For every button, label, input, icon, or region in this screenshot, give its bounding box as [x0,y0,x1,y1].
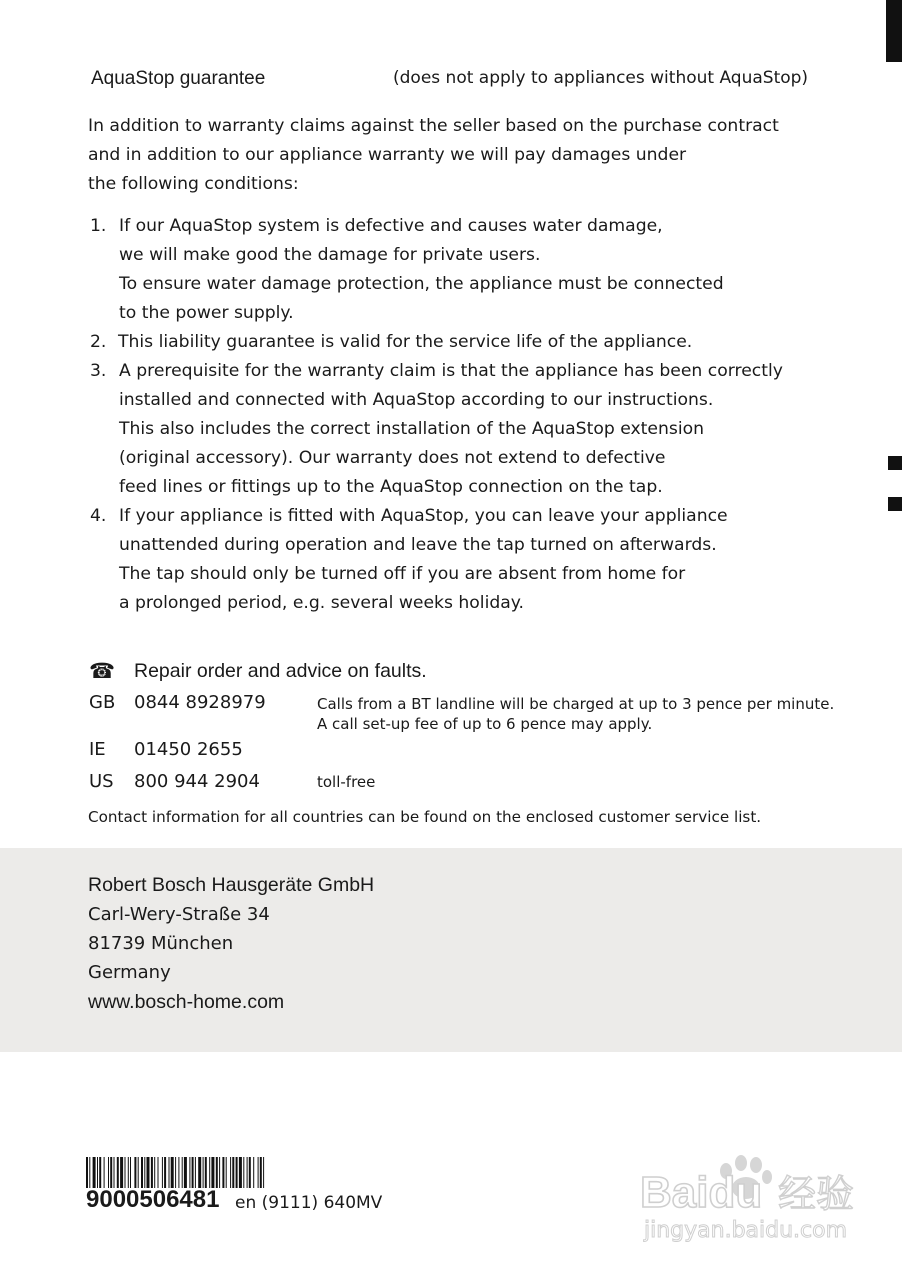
barcode-bar [110,1157,112,1188]
barcode-bar [178,1157,179,1188]
list-line: installed and connected with AquaStop according to our instructions. [119,390,714,410]
barcode-bar [239,1157,242,1188]
list-line: a prolonged period, e.g. several weeks holiday. [119,593,524,613]
intro-line: In addition to warranty claims against the seller based on the purchase contract [88,116,779,136]
barcode-bar [230,1157,231,1188]
phone-number: 0844 8928979 [134,692,266,713]
side-tab-marker [888,456,902,470]
watermark-cn: 经验 [778,1172,855,1216]
barcode-bar [162,1157,163,1188]
company-name: Robert Bosch Hausgeräte GmbH [88,874,375,896]
barcode-bar [219,1157,220,1188]
product-code: 9000506481 [86,1186,220,1213]
barcode-bar [89,1157,90,1188]
repair-title: Repair order and advice on faults. [134,660,427,682]
barcode-bar [209,1157,210,1188]
barcode-bar [258,1157,259,1188]
call-note-line: Calls from a BT landline will be charged at up to 3 pence per minute. [317,695,835,713]
barcode-bar [169,1157,170,1188]
barcode-bar [86,1157,88,1188]
call-note-line: A call set-up fee of up to 6 pence may apply. [317,715,653,733]
barcode-bar [171,1157,174,1188]
barcode-bar [164,1157,166,1188]
barcode-bar [154,1157,155,1188]
phone-number: 800 944 2904 [134,771,260,792]
country-code: GB [89,692,116,713]
list-number: 3. [90,361,107,381]
address-street: Carl-Wery-Straße 34 [88,904,270,925]
barcode-bar [263,1157,264,1188]
barcode-bar [128,1157,129,1188]
watermark-url: jingyan.baidu.com [644,1218,848,1243]
barcode-bar [93,1157,96,1188]
barcode-bar [175,1157,176,1188]
intro-paragraph [88,112,868,199]
address-country: Germany [88,962,171,983]
barcode-bar [226,1157,227,1188]
list-line: To ensure water damage protection, the appliance must be connected [119,274,724,294]
barcode-bar [99,1157,101,1188]
barcode-bar [151,1157,153,1188]
side-tab-marker [886,0,902,62]
list-line: This liability guarantee is valid for the service life of the appliance. [118,332,693,352]
barcode-bar [117,1157,119,1188]
barcode-bar [182,1157,183,1188]
barcode-bar [104,1157,105,1188]
list-line: feed lines or fittings up to the AquaStop connection on the tap. [119,477,663,497]
intro-line: and in addition to our appliance warranty we will pay damages under [88,145,687,165]
watermark-brand: Baidu [640,1168,763,1217]
list-item [90,212,783,328]
list-line: If our AquaStop system is defective and causes water damage, [119,216,663,236]
document-id: en (9111) 640MV [235,1193,383,1213]
contact-info-note: Contact information for all countries can be found on the enclosed customer service list. [88,808,762,826]
list-line: we will make good the damage for private users. [119,245,541,265]
barcode-bar [189,1157,190,1188]
barcode-bar [147,1157,150,1188]
telephone-icon: ☎ [89,659,116,683]
phone-number: 01450 2655 [134,739,243,760]
barcode [86,1157,362,1188]
section-title: AquaStop guarantee [91,68,266,89]
list-item [90,502,783,618]
conditions-list [90,212,783,618]
country-code: US [89,771,114,792]
address-city: 81739 München [88,933,234,954]
list-line: unattended during operation and leave the tap turned on afterwards. [119,535,717,555]
baidu-watermark [638,1145,898,1250]
side-tab-marker [888,497,902,511]
call-note [317,694,834,734]
barcode-bar [144,1157,145,1188]
barcode-bar [247,1157,248,1188]
barcode-bar [192,1157,194,1188]
barcode-bar [198,1157,201,1188]
barcode-bar [236,1157,238,1188]
barcode-bar [243,1157,244,1188]
barcode-bar [203,1157,204,1188]
country-code: IE [89,739,106,760]
list-line: This also includes the correct installation of the AquaStop extension [119,419,705,439]
barcode-bar [205,1157,207,1188]
intro-line: the following conditions: [88,174,299,194]
barcode-bar [114,1157,115,1188]
list-number: 2. [90,332,107,352]
list-line: The tap should only be turned off if you are absent from home for [119,564,686,584]
list-number: 1. [90,216,107,236]
website-link[interactable]: www.bosch-home.com [88,991,285,1013]
barcode-bar [232,1157,234,1188]
barcode-bar [158,1157,159,1188]
list-line: (original accessory). Our warranty does not extend to defective [119,448,666,468]
list-item [90,328,783,357]
barcode-bar [134,1157,136,1188]
call-note [317,772,375,792]
barcode-bar [216,1157,218,1188]
barcode-bar [141,1157,143,1188]
barcode-bar [253,1157,254,1188]
barcode-bar [249,1157,251,1188]
barcode-bar [222,1157,224,1188]
list-number: 4. [90,506,107,526]
list-line: A prerequisite for the warranty claim is that the appliance has been correctly [119,361,783,381]
barcode-bar [108,1157,109,1188]
barcode-bar [97,1157,98,1188]
barcode-bar [260,1157,262,1188]
barcode-bar [125,1157,126,1188]
barcode-bar [195,1157,196,1188]
barcode-bar [211,1157,214,1188]
barcode-bar [184,1157,187,1188]
list-item [90,357,783,502]
barcode-bar [130,1157,131,1188]
barcode-bar [138,1157,139,1188]
section-note: (does not apply to appliances without AquaStop) [393,68,809,88]
call-note-line: toll-free [317,773,376,791]
list-line: to the power supply. [119,303,294,323]
barcode-bar [120,1157,123,1188]
list-line: If your appliance is fitted with AquaStop, you can leave your appliance [119,506,728,526]
